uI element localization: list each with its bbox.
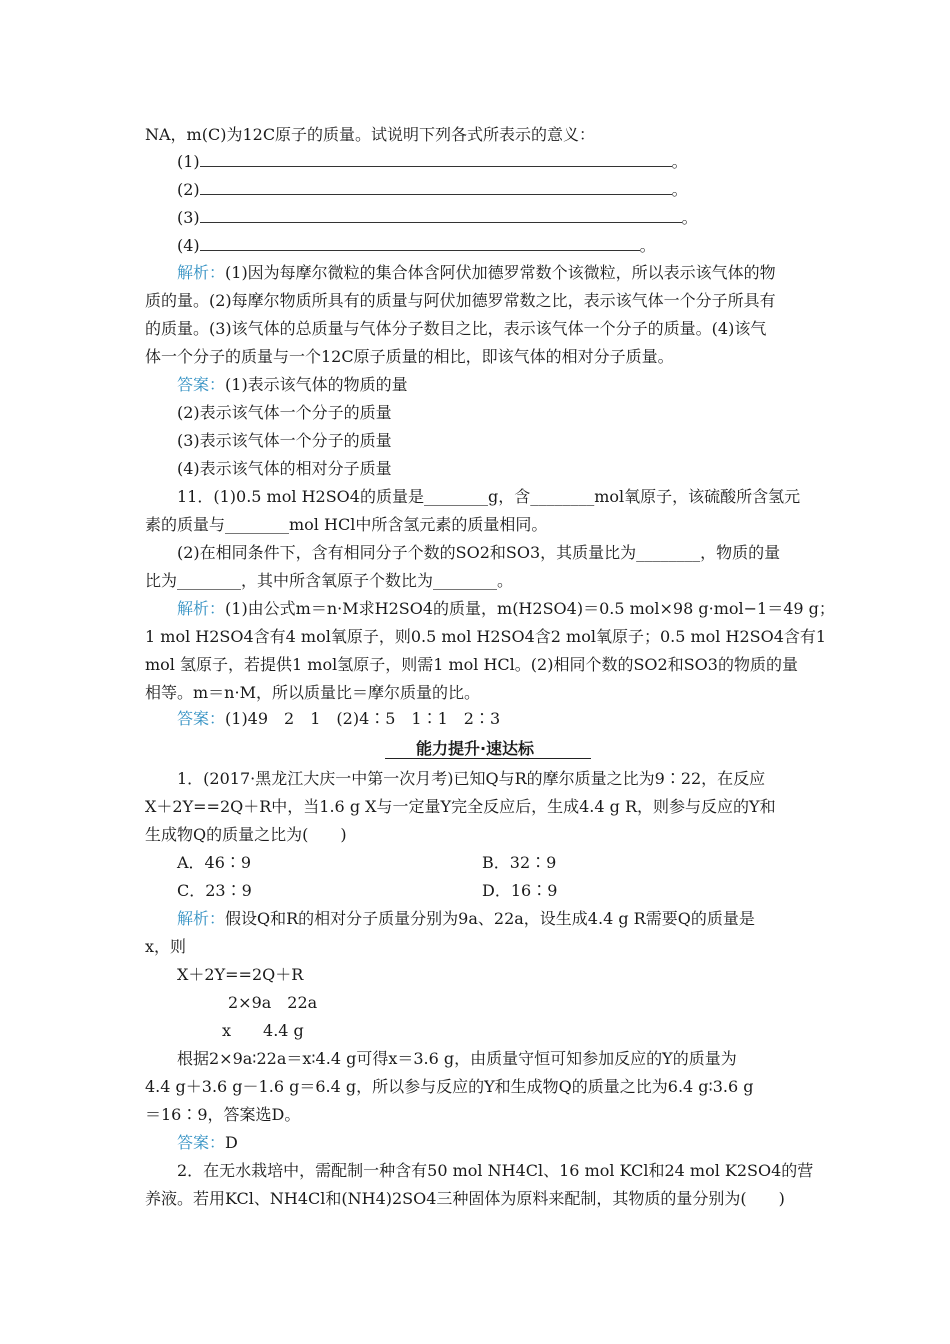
answer-10-line-2: (2)表示该气体一个分子的质量	[177, 403, 392, 422]
section-heading-underline	[385, 758, 591, 759]
blank-end: 。	[681, 208, 698, 227]
problem-1-line-1: 1．(2017·黑龙江大庆一中第一次月考)已知Q与R的摩尔质量之比为9∶22，在反应	[177, 769, 766, 788]
blank-line-3	[177, 206, 698, 228]
analysis-11-line-3: mol 氢原子，若提供1 mol氢原子，则需1 mol HCl。(2)相同个数的SO2和SO3的物质的量	[145, 655, 798, 674]
equation-ratio-line: 2×9a 22a	[228, 993, 318, 1012]
answer-11	[177, 708, 500, 730]
answer-blank	[200, 178, 672, 195]
analysis-text: 假设Q和R的相对分子质量分别为9a、22a，设生成4.4 g R需要Q的质量是	[225, 909, 755, 928]
blank-label: (4)	[177, 236, 200, 255]
problem-2-line-2: 养液。若用KCl、NH4Cl和(NH4)2SO4三种固体为原料来配制，其物质的量分别为( )	[145, 1189, 785, 1208]
question-11-line-4: 比为________，其中所含氧原子个数比为________。	[145, 571, 514, 590]
analysis-10-line-1	[177, 262, 776, 284]
blank-end: 。	[671, 180, 688, 199]
question-11-line-3: (2)在相同条件下，含有相同分子个数的SO2和SO3，其质量比为________，物质的量	[177, 543, 781, 562]
equation-mass-line: x 4.4 g	[222, 1021, 304, 1040]
blank-label: (3)	[177, 208, 200, 227]
analysis-p1-line-5: ＝16∶9，答案选D。	[145, 1105, 301, 1124]
analysis-p1-line-3: 根据2×9a∶22a＝x∶4.4 g可得x＝3.6 g，由质量守恒可知参加反应的Y的质量为	[177, 1049, 737, 1068]
option-b: B．32∶9	[482, 853, 557, 872]
analysis-text: (1)因为每摩尔微粒的集合体含阿伏加德罗常数个该微粒，所以表示该气体的物	[225, 263, 776, 282]
answer-10-line-4: (4)表示该气体的相对分子质量	[177, 459, 392, 478]
answer-p1	[177, 1132, 238, 1154]
analysis-text: (1)由公式m＝n·M求H2SO4的质量，m(H2SO4)＝0.5 mol×98 g·mol−1＝49 g；	[225, 599, 835, 618]
intro-line: NA，m(C)为12C原子的质量。试说明下列各式所表示的意义：	[145, 125, 596, 144]
answer-label: 答案：	[177, 375, 226, 394]
answer-label: 答案：	[177, 1133, 226, 1152]
answer-10-line-1	[177, 374, 408, 396]
analysis-p1-line-1	[177, 908, 755, 930]
problem-2-line-1: 2．在无水栽培中，需配制一种含有50 mol NH4Cl、16 mol KCl和24 mol K2SO4的营	[177, 1161, 814, 1180]
answer-label: 答案：	[177, 709, 226, 728]
blank-line-2	[177, 178, 688, 200]
blank-line-1	[177, 150, 688, 172]
blank-line-4	[177, 234, 656, 256]
analysis-11-line-1	[177, 598, 835, 620]
answer-blank	[200, 150, 672, 167]
answer-blank	[200, 234, 640, 251]
question-11-line-1: 11．(1)0.5 mol H2SO4的质量是________g，含________mol氧原子，该硫酸所含氢元	[177, 487, 801, 506]
answer-blank	[200, 206, 682, 223]
blank-label: (2)	[177, 180, 200, 199]
analysis-p1-line-4: 4.4 g＋3.6 g－1.6 g＝6.4 g，所以参与反应的Y和生成物Q的质量之比为6.4 g∶3.6 g	[145, 1077, 754, 1096]
problem-1-line-2: X＋2Y==2Q＋R中，当1.6 g X与一定量Y完全反应后，生成4.4 g R，则参与反应的Y和	[145, 797, 776, 816]
section-heading-text: 能力提升·速达标	[415, 739, 535, 758]
answer-text: (1)表示该气体的物质的量	[225, 375, 408, 394]
section-heading	[0, 736, 950, 759]
analysis-11-line-2: 1 mol H2SO4含有4 mol氧原子，则0.5 mol H2SO4含2 mol氧原子；0.5 mol H2SO4含有1	[145, 627, 827, 646]
blank-label: (1)	[177, 152, 200, 171]
analysis-p1-line-2: x，则	[145, 937, 187, 956]
option-a: A．46∶9	[177, 853, 252, 872]
blank-end: 。	[639, 236, 656, 255]
analysis-10-line-4: 体一个分子的质量与一个12C原子质量的相比，即该气体的相对分子质量。	[145, 347, 674, 366]
answer-text: (1)49 2 1 (2)4∶5 1∶1 2∶3	[225, 709, 501, 728]
problem-1-line-3: 生成物Q的质量之比为( )	[145, 825, 347, 844]
analysis-label: 解析：	[177, 263, 226, 282]
answer-text: D	[225, 1133, 238, 1152]
equation-line: X＋2Y==2Q＋R	[177, 965, 304, 984]
analysis-label: 解析：	[177, 909, 226, 928]
option-c: C．23∶9	[177, 881, 252, 900]
option-d: D．16∶9	[482, 881, 558, 900]
question-11-line-2: 素的质量与________mol HCl中所含氢元素的质量相同。	[145, 515, 548, 534]
analysis-10-line-2: 质的量。(2)每摩尔物质所具有的质量与阿伏加德罗常数之比，表示该气体一个分子所具有	[145, 291, 776, 310]
blank-end: 。	[671, 152, 688, 171]
analysis-11-line-4: 相等。m＝n·M，所以质量比＝摩尔质量的比。	[145, 683, 480, 702]
answer-10-line-3: (3)表示该气体一个分子的质量	[177, 431, 392, 450]
analysis-label: 解析：	[177, 599, 226, 618]
analysis-10-line-3: 的质量。(3)该气体的总质量与气体分子数目之比，表示该气体一个分子的质量。(4)该气	[145, 319, 767, 338]
